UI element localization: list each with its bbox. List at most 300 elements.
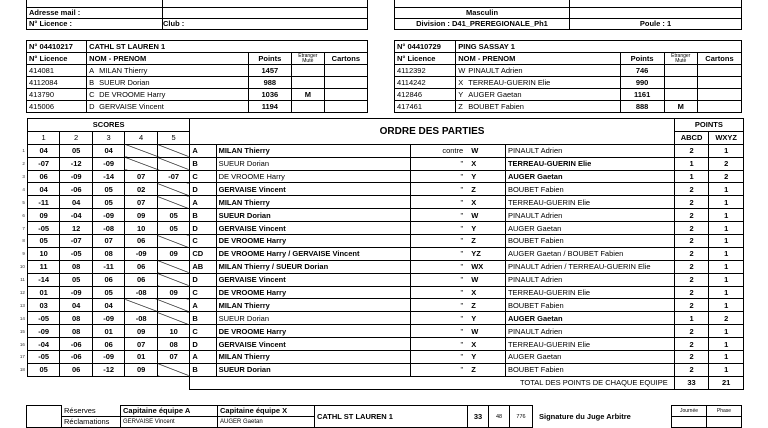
player-name-cell [87,65,249,77]
total-x: 21 [709,376,744,389]
player-x-letter: W [467,325,505,338]
player-x-name: AUGER Gaetan [505,222,674,235]
player-a-name: GERVAISE Vincent [216,222,410,235]
points-a: 2 [674,247,709,260]
email-value [163,8,368,19]
set-score: -08 [92,222,125,235]
player-x-letter: Y [467,351,505,364]
game-number: 13 [19,302,25,308]
set-3-header: 3 [92,131,125,144]
player-name-cell [456,101,620,113]
set-score: 08 [60,260,93,273]
player-cards [324,89,367,101]
player-a-letter: A [190,144,216,157]
footer-score: 33 [468,406,489,428]
cap-x-label: Capitaine équipe X [218,406,315,417]
set-score: -04 [27,338,60,351]
set-score: 10 [125,222,158,235]
player-x-letter: X [467,157,505,170]
set-score: 05 [60,144,93,157]
licence-label: N° Licence : [27,19,163,30]
player-row [27,101,368,113]
header-left [26,0,368,30]
player-x-letter: W [467,273,505,286]
player-name: GERVAISE Vincent [99,101,164,111]
player-licence: 4112084 [27,77,87,89]
player-a-name: SUEUR Dorian [216,363,410,376]
versus-mark: " [410,260,467,273]
player-x-letter: Z [467,235,505,248]
player-x-name: PINAULT Adrien [505,273,674,286]
game-number: 7 [22,225,25,231]
player-a-name: DE VROOME Harry [216,235,410,248]
email-label: Adresse mail : [27,8,163,19]
games-title: ORDRE DES PARTIES [190,119,674,145]
game-number: 1 [22,148,25,154]
player-x-letter: WX [467,260,505,273]
player-a-letter: AB [190,260,216,273]
game-row [8,196,744,209]
set-score: -08 [125,286,158,299]
set-score: -14 [27,273,60,286]
player-name-cell [456,65,620,77]
team-a-col-foreign: Etranger Mutè [291,53,324,65]
game-row [8,235,744,248]
versus-mark: " [410,209,467,222]
team-x-club: PING SASSAY 1 [456,41,742,53]
set-score: 06 [92,338,125,351]
game-number: 14 [19,315,25,321]
player-foreign [291,77,324,89]
division-value: Division : D41_PREREGIONALE_Ph1 [395,19,570,30]
player-licence: 413790 [27,89,87,101]
set-score [157,299,190,312]
set-score: 09 [27,209,60,222]
player-points: 1161 [620,89,664,101]
game-row [8,157,744,170]
set-4-header: 4 [125,131,158,144]
points-a: 2 [674,235,709,248]
player-x-letter: Z [467,363,505,376]
team-x-col-points: Points [620,53,664,65]
set-score: -09 [27,325,60,338]
player-points: 988 [248,77,291,89]
player-foreign [291,65,324,77]
game-number: 8 [22,238,25,244]
player-letter: D [89,101,95,111]
player-x-letter: Y [467,312,505,325]
player-x-name: PINAULT Adrien [505,144,674,157]
player-a-letter: D [190,183,216,196]
player-row [395,77,742,89]
set-score: 04 [92,299,125,312]
team-x-col-cards: Cartons [697,53,741,65]
points-a: 2 [674,273,709,286]
points-x: 2 [709,170,744,183]
set-score: 06 [125,260,158,273]
player-x-letter: X [467,286,505,299]
player-name: SUEUR Dorian [99,77,150,87]
set-score: -09 [60,286,93,299]
player-letter: X [458,77,464,87]
game-row [8,299,744,312]
player-a-letter: B [190,209,216,222]
set-score: 06 [92,273,125,286]
team-a-col-name: NOM - PRENOM [87,53,249,65]
player-letter: W [458,65,466,75]
player-row [395,101,742,113]
player-x-letter: Z [467,183,505,196]
gender-extra [570,8,742,19]
reserves-box [27,406,62,428]
set-score: -09 [92,157,125,170]
set-score: 02 [125,183,158,196]
set-score: -14 [92,170,125,183]
set-score: 05 [157,209,190,222]
player-a-letter: A [190,351,216,364]
player-x-name: TERREAU-GUERIN Elie [505,338,674,351]
player-foreign: M [664,101,697,113]
versus-mark: " [410,183,467,196]
team-a-col-licence: N° Licence [27,53,87,65]
versus-mark: " [410,325,467,338]
cap-a-name: GERVAISE Vincent [121,417,218,428]
player-a-name: MILAN Thierry [216,144,410,157]
set-2-header: 2 [60,131,93,144]
set-score: 08 [157,338,190,351]
points-a: 2 [674,363,709,376]
set-score: 09 [157,247,190,260]
player-x-letter: W [467,144,505,157]
player-name-cell [87,77,249,89]
game-number: 11 [20,277,25,283]
set-score: 10 [157,325,190,338]
player-letter: A [89,65,95,75]
reserves-label: Réserves [62,406,121,417]
game-number: 18 [19,367,25,373]
set-score: 07 [92,235,125,248]
player-a-letter: D [190,338,216,351]
player-a-name: DE VROOME Harry [216,170,410,183]
versus-mark: " [410,157,467,170]
player-foreign [291,101,324,113]
player-points: 990 [620,77,664,89]
set-score: 05 [27,363,60,376]
versus-mark: " [410,235,467,248]
points-x: 1 [709,183,744,196]
set-score: -07 [27,157,60,170]
cap-x-name: AUGER Gaetan [218,417,315,428]
set-score: 05 [92,286,125,299]
points-a: 2 [674,209,709,222]
player-name: MILAN Thierry [99,65,148,75]
points-a: 1 [674,170,709,183]
player-a-letter: A [190,196,216,209]
journee-value [672,417,707,428]
player-x-name: BOUBET Fabien [505,235,674,248]
player-a-name: DE VROOME Harry / GERVAISE Vincent [216,247,410,260]
set-score: 07 [157,351,190,364]
set-score [157,235,190,248]
player-points: 1036 [248,89,291,101]
set-score: -07 [157,170,190,183]
set-score: -09 [60,170,93,183]
points-a: 2 [674,183,709,196]
set-score [157,183,190,196]
points-x: 1 [709,299,744,312]
set-score: -12 [60,157,93,170]
points-x: 1 [709,247,744,260]
player-a-letter: D [190,273,216,286]
points-x: 1 [709,196,744,209]
set-score [157,157,190,170]
phase-value [707,417,742,428]
game-row [8,222,744,235]
player-x-name: TERREAU-GUERIN Elie [505,157,674,170]
journee-label: Journée [672,406,707,417]
player-x-name: PINAULT Adrien [505,209,674,222]
points-a: 2 [674,222,709,235]
player-a-letter: B [190,312,216,325]
game-row [8,144,744,157]
set-score [157,312,190,325]
set-score: 06 [125,273,158,286]
points-a: 1 [674,157,709,170]
set-score: 10 [27,247,60,260]
versus-mark: " [410,196,467,209]
player-x-name: PINAULT Adrien / TERREAU-GUERIN Elie [505,260,674,273]
player-x-name: PINAULT Adrien [505,325,674,338]
player-row [27,89,368,101]
set-score: 05 [60,273,93,286]
game-row [8,351,744,364]
set-score: -05 [27,222,60,235]
team-a-club: CATHL ST LAUREN 1 [87,41,368,53]
set-score [125,299,158,312]
player-cards [697,89,741,101]
player-x-letter: Y [467,170,505,183]
set-score: 07 [125,338,158,351]
set-score: 08 [60,325,93,338]
game-number: 17 [19,354,25,360]
points-a: 2 [674,196,709,209]
total-label: TOTAL DES POINTS DE CHAQUE EQUIPE [190,376,674,389]
game-row [8,338,744,351]
versus-mark: " [410,273,467,286]
player-name-cell [456,77,620,89]
set-score: 06 [125,235,158,248]
footer-n2: 776 [510,406,533,428]
player-a-name: GERVAISE Vincent [216,338,410,351]
set-score: -09 [92,209,125,222]
player-a-letter: C [190,325,216,338]
player-x-letter: Z [467,299,505,312]
set-score [157,196,190,209]
team-a-table [26,40,368,113]
set-score: -09 [125,247,158,260]
game-row [8,312,744,325]
player-x-letter: W [467,209,505,222]
game-number: 15 [19,328,25,334]
set-score [125,144,158,157]
points-x: 1 [709,286,744,299]
judge-label: Signature du Juge Arbitre [539,411,631,421]
player-foreign: M [291,89,324,101]
set-score: -05 [27,312,60,325]
versus-mark: " [410,351,467,364]
player-x-name: TERREAU-GUERIN Elie [505,286,674,299]
set-score [157,363,190,376]
versus-mark: " [410,286,467,299]
versus-mark: " [410,222,467,235]
points-a: 2 [674,338,709,351]
player-x-name: AUGER Gaetan [505,312,674,325]
team-a-licence: N° 04410217 [27,41,87,53]
player-row [395,89,742,101]
set-score: 09 [125,209,158,222]
player-row [27,77,368,89]
game-number: 9 [22,251,25,257]
player-name-cell [456,89,620,101]
set-score: -07 [60,235,93,248]
set-score: -12 [92,363,125,376]
player-name-cell [87,89,249,101]
game-row [8,273,744,286]
player-a-letter: B [190,363,216,376]
player-x-letter: X [467,338,505,351]
abcd-header: ABCD [674,131,709,144]
player-foreign [664,77,697,89]
game-row [8,325,744,338]
player-licence: 415006 [27,101,87,113]
player-cards [697,77,741,89]
phase-label: Phase [707,406,742,417]
game-number: 3 [22,174,25,179]
header-top-row [27,0,163,8]
game-row [8,209,744,222]
player-x-letter: YZ [467,247,505,260]
games-table [8,118,744,390]
player-a-letter: C [190,235,216,248]
set-score: 06 [27,170,60,183]
player-licence: 417461 [395,101,456,113]
player-cards [697,65,741,77]
footer-table [26,405,742,428]
set-score: 08 [60,312,93,325]
player-x-name: BOUBET Fabien [505,363,674,376]
reclamations-label: Réclamations [62,417,121,428]
game-number: 6 [22,212,25,218]
game-number: 10 [19,264,25,270]
player-name-cell [87,101,249,113]
set-5-header: 5 [157,131,190,144]
versus-mark: " [410,299,467,312]
team-x-col-licence: N° Licence [395,53,456,65]
set-score: -11 [27,196,60,209]
points-a: 1 [674,312,709,325]
team-a-col-points: Points [248,53,291,65]
player-x-letter: X [467,196,505,209]
player-letter: C [89,89,95,99]
player-a-name: MILAN Thierry [216,351,410,364]
set-score: 08 [92,247,125,260]
player-licence: 412846 [395,89,456,101]
player-name: PINAULT Adrien [468,65,523,75]
set-score: 07 [125,196,158,209]
cap-a-label: Capitaine équipe A [121,406,218,417]
points-x: 1 [709,144,744,157]
player-a-letter: C [190,170,216,183]
player-licence: 414081 [27,65,87,77]
game-row [8,247,744,260]
player-a-letter: A [190,299,216,312]
player-name: DE VROOME Harry [99,89,166,99]
set-score: 05 [92,196,125,209]
set-score: 01 [125,351,158,364]
set-score [125,157,158,170]
player-x-name: AUGER Gaetan [505,170,674,183]
player-cards [697,101,741,113]
versus-mark: " [410,247,467,260]
player-licence: 4112392 [395,65,456,77]
points-x: 1 [709,260,744,273]
player-a-name: MILAN Thierry [216,299,410,312]
player-licence: 4114242 [395,77,456,89]
team-a-col-cards: Cartons [324,53,367,65]
player-row [395,65,742,77]
set-score: 04 [60,299,93,312]
player-points: 888 [620,101,664,113]
set-score: -09 [92,312,125,325]
points-x: 2 [709,312,744,325]
player-a-letter: C [190,286,216,299]
set-score: -06 [60,338,93,351]
poule-value: Poule : 1 [570,19,742,30]
team-x-licence: N° 04410729 [395,41,456,53]
game-number: 2 [22,161,25,167]
set-score: 04 [27,144,60,157]
player-x-name: AUGER Gaetan [505,351,674,364]
set-score: -05 [60,247,93,260]
player-cards [324,101,367,113]
player-name: BOUBET Fabien [468,101,524,111]
wxyz-header: WXYZ [709,131,744,144]
player-a-name: SUEUR Dorian [216,209,410,222]
player-a-name: SUEUR Dorian [216,157,410,170]
player-a-letter: B [190,157,216,170]
player-points: 1457 [248,65,291,77]
set-score: -08 [125,312,158,325]
set-score: 01 [92,325,125,338]
points-x: 1 [709,209,744,222]
points-a: 2 [674,286,709,299]
team-x-col-foreign: Etranger Mutè [664,53,697,65]
total-a: 33 [674,376,709,389]
game-row [8,286,744,299]
points-x: 1 [709,363,744,376]
set-score: -05 [27,351,60,364]
player-cards [324,77,367,89]
player-x-letter: Y [467,222,505,235]
set-score: 05 [92,183,125,196]
player-row [27,65,368,77]
points-x: 1 [709,235,744,248]
game-row [8,363,744,376]
versus-mark: " [410,338,467,351]
versus-mark: " [410,363,467,376]
scores-header: SCORES [27,119,190,132]
set-score: -09 [92,351,125,364]
